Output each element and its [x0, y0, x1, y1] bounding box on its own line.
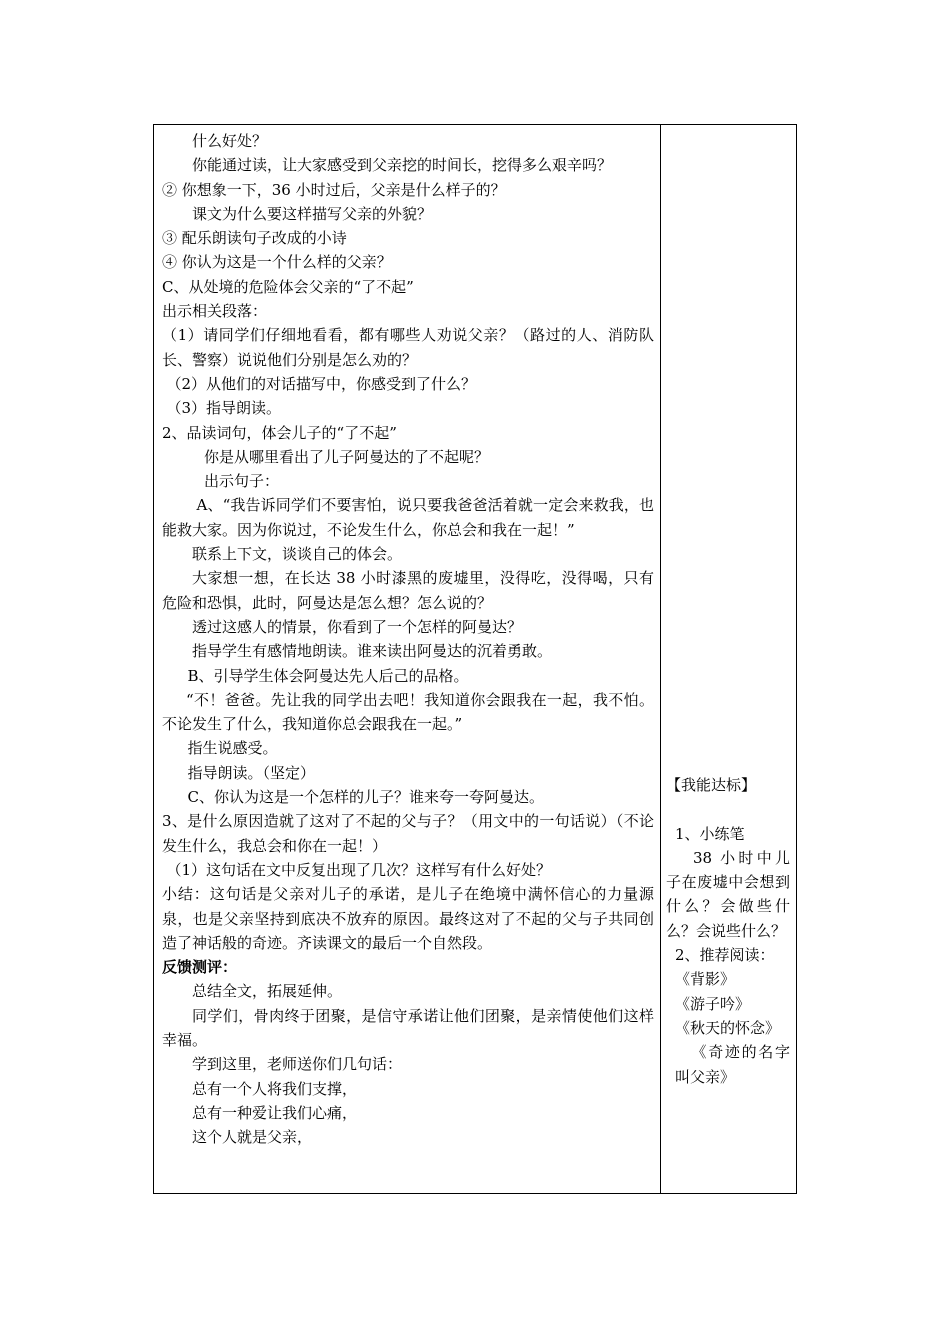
text-line: 总有一个人将我们支撑，: [192, 1079, 358, 1098]
text-line: 联系上下文，谈谈自己的体会。: [192, 545, 403, 564]
text-line: ③ 配乐朗读句子改成的小诗: [162, 229, 347, 248]
side-column: [666, 773, 790, 1089]
text-line: ② 你想象一下，36 小时过后，父亲是什么样子的？: [162, 180, 506, 199]
text-line: 你能通过读，让大家感受到父亲挖的时间长，挖得多么艰辛吗？: [192, 156, 613, 175]
text-line: 2、品读词句，体会儿子的“了不起”: [162, 423, 397, 442]
side-item-text: 38 小时中儿子在废墟中会想到什么？会做些什么？会说些什么？: [666, 848, 790, 940]
text-line: 你是从哪里看出了儿子阿曼达的了不起呢？: [204, 447, 490, 466]
lesson-table: [153, 124, 797, 1194]
text-paragraph: 大家想一想，在长达 38 小时漆黑的废墟里，没得吃，没得喝，只有危险和恐惧，此时，阿曼达是怎么想？怎么说的？: [162, 569, 654, 612]
side-heading: 【我能达标】: [666, 776, 757, 794]
text-line: 总结全文，拓展延伸。: [192, 982, 343, 1001]
spacer: [666, 797, 790, 821]
book-title: 《背影》: [675, 970, 736, 989]
text-paragraph: “不！爸爸。先让我的同学出去吧！我知道你会跟我在一起，我不怕。不论发生了什么，我知道你总会跟我在一起。”: [162, 690, 654, 734]
text-line: B、引导学生体会阿曼达先人后己的品格。: [187, 666, 469, 685]
section-heading: 反馈测评：: [162, 958, 238, 977]
text-line: 总有一种爱让我们心痛，: [192, 1103, 358, 1122]
text-line: 指导朗读。（坚定）: [187, 763, 316, 782]
text-paragraph: 同学们，骨肉终于团聚，是信守承诺让他们团聚，是亲情使他们这样幸福。: [162, 1006, 654, 1049]
text-paragraph: A、“我告诉同学们不要害怕，说只要我爸爸活着就一定会来救我，也能救大家。因为你说过，不论发生什么，你总会和我在一起！”: [162, 496, 654, 539]
main-column: [162, 129, 654, 1149]
text-line: 出示相关段落：: [162, 302, 268, 321]
text-line: （2）从他们的对话描写中，你感受到了什么？: [166, 374, 477, 393]
text-line: 出示句子：: [204, 472, 280, 491]
text-paragraph: 3、是什么原因造就了这对了不起的父与子？（用文中的一句话说）（不论发生什么，我总会和你在一起！）: [162, 812, 654, 855]
text-line: 什么好处？: [192, 132, 268, 150]
side-item-title: 1、小练笔: [675, 824, 745, 843]
text-line: 指生说感受。: [187, 739, 278, 758]
book-title: 《秋天的怀念》: [675, 1018, 781, 1037]
text-line: 这个人就是父亲，: [192, 1128, 313, 1147]
text-line: ④ 你认为这是一个什么样的父亲？: [162, 253, 392, 272]
text-line: 指导学生有感情地朗读。谁来读出阿曼达的沉着勇敢。: [192, 642, 553, 661]
text-paragraph: 小结：这句话是父亲对儿子的承诺，是儿子在绝境中满怀信心的力量源泉，也是父亲坚持到底决不放弃的原因。最终这对了不起的父与子共同创造了神话般的奇迹。齐读课文的最后一个自然段。: [162, 885, 654, 952]
text-line: （1）这句话在文中反复出现了几次？这样写有什么好处？: [166, 860, 552, 879]
text-line: （3）指导朗读。: [166, 399, 282, 418]
text-line: 透过这感人的情景，你看到了一个怎样的阿曼达？: [192, 617, 523, 636]
book-title: 《奇迹的名字叫父亲》: [675, 1043, 790, 1086]
side-item-title: 2、推荐阅读：: [675, 946, 775, 965]
text-line: C、你认为这是一个怎样的儿子？谁来夸一夸阿曼达。: [187, 788, 544, 807]
text-line: 学到这里，老师送你们几句话：: [192, 1055, 403, 1074]
text-paragraph: （1）请同学们仔细地看看，都有哪些人劝说父亲？（路过的人、消防队长、警察）说说他们分别是怎么劝的？: [162, 326, 654, 369]
column-divider: [660, 125, 661, 1193]
text-line: C、从处境的危险体会父亲的“了不起”: [162, 277, 414, 296]
text-line: 课文为什么要这样描写父亲的外貌？: [192, 204, 433, 223]
book-title: 《游子吟》: [675, 994, 751, 1013]
